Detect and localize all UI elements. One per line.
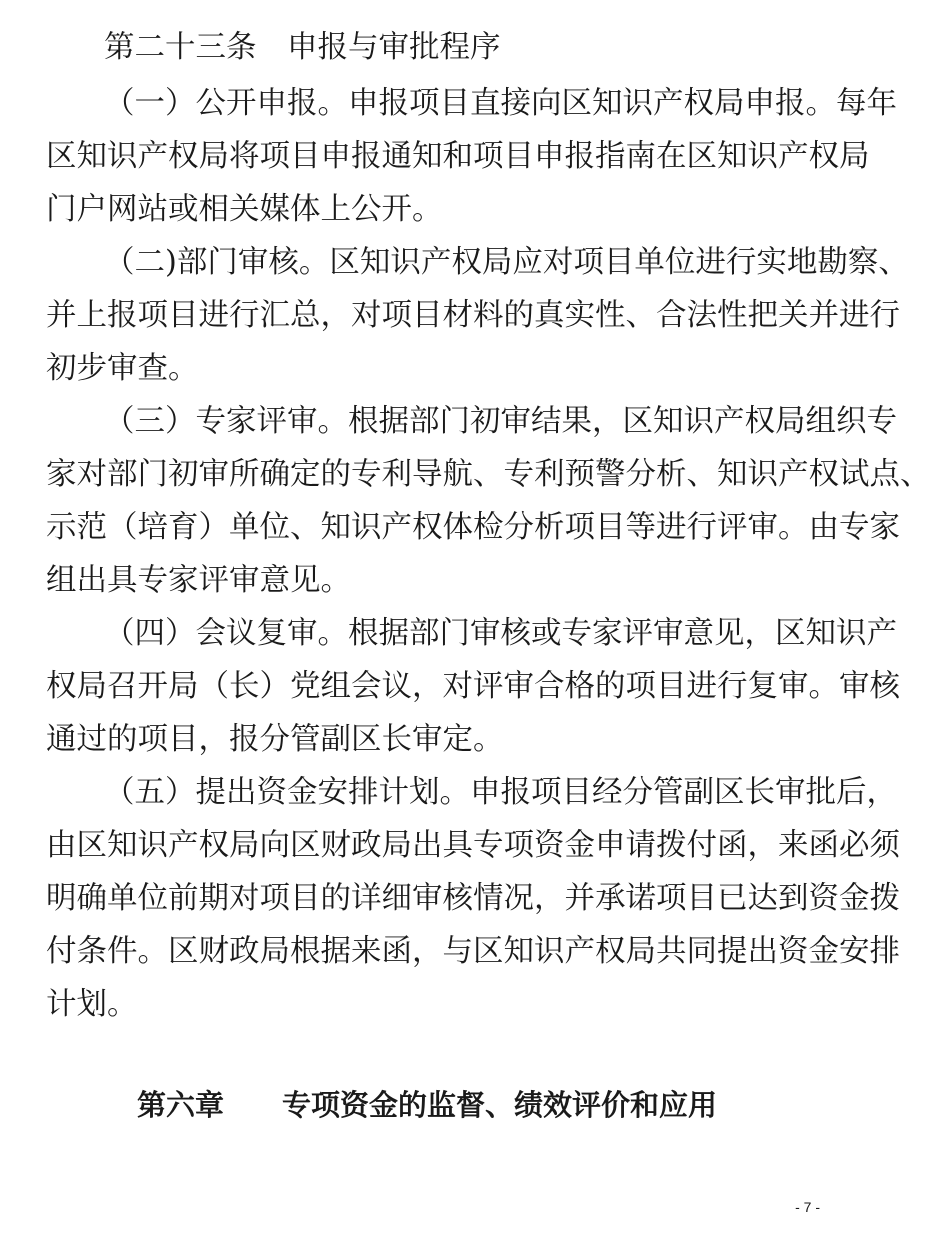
paragraph-line: 通过的项目，报分管副区长审定。	[46, 722, 504, 757]
page-number: - 7 -	[795, 1199, 820, 1215]
paragraph-line: 计划。	[46, 987, 138, 1022]
article-heading: 第二十三条 申报与审批程序	[104, 30, 501, 65]
paragraph-line: （四）会议复审。根据部门审核或专家评审意见，区知识产	[104, 616, 897, 651]
paragraph-line: 示范（培育）单位、知识产权体检分析项目等进行评审。由专家	[46, 510, 900, 545]
chapter-heading: 第六章 专项资金的监督、绩效评价和应用	[136, 1088, 717, 1122]
paragraph-line: 初步审查。	[46, 351, 199, 386]
paragraph-line: 区知识产权局将项目申报通知和项目申报指南在区知识产权局	[46, 139, 870, 174]
paragraph-line: （五）提出资金安排计划。申报项目经分管副区长审批后，	[104, 775, 897, 810]
paragraph-line: 家对部门初审所确定的专利导航、专利预警分析、知识产权试点、	[46, 457, 931, 492]
paragraph-line: 由区知识产权局向区财政局出具专项资金申请拨付函，来函必须	[46, 828, 900, 863]
paragraph-line: 门户网站或相关媒体上公开。	[46, 192, 443, 227]
paragraph-line: 并上报项目进行汇总，对项目材料的真实性、合法性把关并进行	[46, 298, 900, 333]
paragraph-line: 明确单位前期对项目的详细审核情况，并承诺项目已达到资金拨	[46, 881, 900, 916]
paragraph-line: 付条件。区财政局根据来函，与区知识产权局共同提出资金安排	[46, 934, 900, 969]
paragraph-line: （一）公开申报。申报项目直接向区知识产权局申报。每年	[104, 86, 897, 121]
paragraph-line: 权局召开局（长）党组会议，对评审合格的项目进行复审。审核	[46, 669, 900, 704]
paragraph-line: （二)部门审核。区知识产权局应对项目单位进行实地勘察、	[104, 245, 909, 280]
paragraph-line: 组出具专家评审意见。	[46, 563, 351, 598]
paragraph-line: （三）专家评审。根据部门初审结果，区知识产权局组织专	[104, 404, 897, 439]
